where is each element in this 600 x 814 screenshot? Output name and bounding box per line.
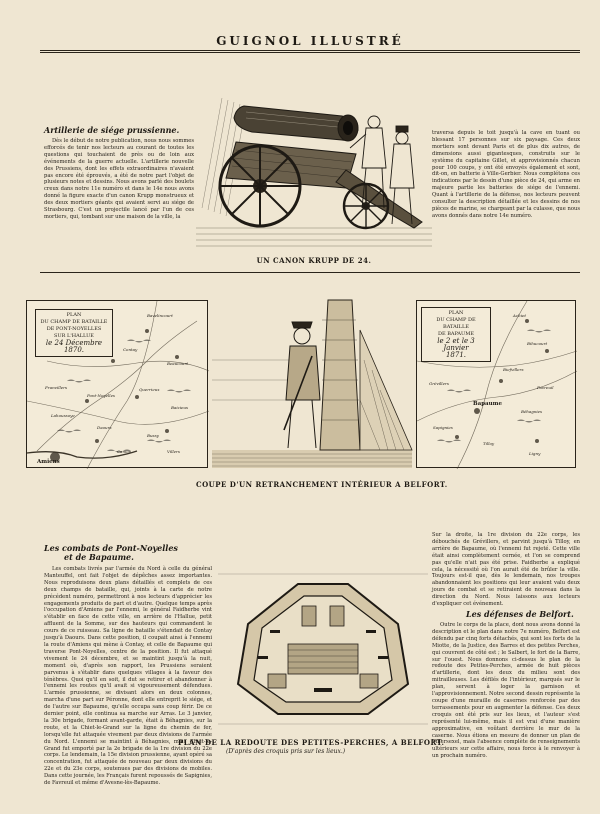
map-right-title-1: PLAN: [448, 310, 464, 316]
map-right-title-3: DE BAPAUME: [437, 331, 475, 337]
map-place: Franvillers: [45, 385, 68, 390]
retranchement-illustration: [212, 300, 412, 468]
masthead-rule-thin: [40, 52, 580, 53]
artillerie-text-right: traversa depuis le toit jusqu'à la cave en tuant ou blessant 17 personnes sur six paysage. Ces deux mortiers sont devant Paris et de plus dix autres, de dimensions aussi gigantesques, construits sur le système du capitaine Gillet, et approvisionnés chacun pour 100 coups, y ont été envoyés également et sont, dit-on, en batterie à Ville-Gerbier. Nous complétons ces indications par le dessin d'une pièce de 24, qui arme en majeure partie les batteries de siége de l'ennemi. Quant à l'artillerie de la défense, nos lecteurs peuvent consulter la description détaillée et les dessins de nos pièces de marine, se chargeant par la culasse, que nous avons donnés dans notre 14e numéro.: [432, 130, 580, 219]
map-place-amiens: Amiens: [37, 459, 60, 465]
artillerie-heading: Artillerie de siége prussienne.: [44, 125, 180, 135]
map-pont-noyelles-title: [35, 309, 113, 357]
map-place: Bihucourt: [527, 341, 548, 346]
map-place: Biefvillers: [503, 367, 524, 372]
map-place: Tilloy: [483, 441, 495, 446]
map-place: Contay: [123, 347, 138, 352]
map-place: Pont-Noyelles: [87, 393, 115, 398]
map-left-title-1: PLAN: [66, 312, 82, 318]
map-left-title-4: SUR L'HALLUE: [54, 333, 94, 339]
map-place: Villers: [167, 449, 180, 454]
combats-body-left: [44, 566, 212, 804]
map-place: Camon: [117, 449, 132, 454]
map-place: Béhagnies: [521, 409, 543, 414]
krupp-cannon-illustration: [196, 58, 432, 252]
map-place: Lahoussoye: [51, 413, 75, 418]
redoute-plan-illustration: [218, 564, 428, 734]
defenses-heading: Les défenses de Belfort.: [466, 609, 574, 619]
map-left-title-2: DU CHAMP DE BATAILLE: [40, 319, 108, 325]
combats-heading-line-2: et de Bapaume.: [64, 552, 134, 562]
map-place: Achiet: [513, 313, 526, 318]
artillerie-body-left: [44, 138, 194, 250]
map-right-date-2: 1871.: [445, 351, 467, 359]
map-bapaume: [416, 300, 576, 468]
map-left-date: le 24 Décembre 1870.: [45, 339, 103, 354]
combats-body-right: [432, 532, 580, 608]
map-place: Sapignies: [433, 425, 453, 430]
artillerie-body-right: [432, 130, 580, 248]
redoute-subcaption: (D'après des croquis pris sur les lieux.): [226, 748, 346, 755]
masthead-rule: [40, 50, 580, 51]
map-pont-noyelles: [26, 300, 208, 468]
map-place: Favreuil: [537, 385, 554, 390]
combats-text-right: Sur la droite, la 1re division du 22e corps, les débouchés de Grévillers, et parvint jusqu'à Tilloy, en arrière de Bapaume, où l'ennemi fut rejeté. Cette ville était ainsi complètement cernée, et l'on se comprend pas qu'elle n'ait pas été prise. Faidherbe a expliqué cela, la nécessité où l'on aurait été de brûler la ville. Toujours est-il que, dès le lendemain, nos troupes abandonnaient les positions qui leur avaient valu deux jours de combat et se retiraient de nouveau dans la direction du Nord. Nous laissons aux lecteurs d'expliquer cet événement.: [432, 532, 580, 608]
map-right-date-1: le 2 et le 3 Janvier: [437, 337, 475, 352]
combats-heading-line-1: Les combats de Pont-Noyelles: [44, 543, 178, 553]
combats-text: Les combats livrés par l'armée du Nord à celle du général Manteuffel, ont fait l'objet de dépêches assez importantes. Nous reproduisons deux plans détaillés et complets de ces deux champs de bataille, qui, joints à la carte de notre précédent numéro, permettront à nos lecteurs d'apprécier les engagements produits de part et d'autre. Quelque temps après l'occupation d'Amiens par l'ennemi, le général Faidherbe vint s'établir en face de cette ville, en arrière de l'Hallue, petit affluent de la Somme, sur des hauteurs qui commandent le cours de ce ruisseau. Sa ligne de bataille s'étendait de Contay jusqu'à Daours. Dans cette position, il coupait ainsi à l'ennemi la route d'Amiens qui mène à Contay, et celle de Bapaume qui traverse Pont-Noyelles, centre de la position. Il fut attaqué vivement le 24 décembre, et se maintint jusqu'à la nuit, moment où, d'après son rapport, les Prussiens seraient parvenus à s'établir dans quelques villages à la faveur des ténèbres. Quoi qu'il en soit, il dut se retirer et abandonner à l'ennemi les routes qu'il avait si vigoureusement défendues. L'armée prussienne, se divisant alors en deux colonnes, marcha d'une part sur Péronne, dont elle entreprit le siége, et de l'autre sur Bapaume, qu'elle occupa sans coup férir. De ce dernier point, elle continua sa marche sur Arras. Le 3 janvier, la 30e brigade, formant avant-garde, était à Béhagnies, sur la route, et la Chiet-le-Grand sur la ligne du chemin de fer, lorsqu'elle fut attaquée vivement par deux divisions de l'armée du Nord. L'ennemi se maintint à Béhagnies, mais Chiet-le-Grand fut emporté par la 2e brigade de la 1re division du 22e corps. Le lendemain, la 15e division prussienne, ayant opéré sa concentration, fut attaquée de nouveau par deux divisions du 22e et du 23e corps, soutenues par des divisions de mobiles. Dans cette journée, les Français furent repoussés de Sapignies, de Favreuil et même d'Avesne-lès-Bapaume.: [44, 566, 212, 787]
artillerie-text-left: Dès le début de notre publication, nous nous sommes efforcés de tenir nos lecteurs au courant de toutes les questions qui touchaient de près ou de loin aux événements de la guerre actuelle. L'artillerie nouvelle des Prussiens, dont les effets extraordinaires n'avaient pas encore été éprouvés, a été de notre part l'objet de plusieurs notes et dessins. Nous avons parlé des boulets creux dans notre 11e numéro et dans le 14e nous avons donné la figure exacte d'un canon Krupp monstrueux et des deux mortiers géants qui avaient servi au siége de Strasbourg. C'est un projectile lancé par l'un de ces mortiers, qui, tombant sur une maison de la ville, la: [44, 138, 194, 220]
map-place: Beaucourt: [167, 361, 189, 366]
defenses-text: Outre le corps de la place, dont nous avons donné la description et le plan dans notre 7e numéro, Belfort est défendu par cinq forts détachés, qui sont les forts de la Miotte, de la Justice, des Barres et des petites Perches, qui couvrent de côté est ; le Salbert, le fort de la Barre, sur l'ouest. Nous donnons ci-dessus le plan de la redoute des Petites-Perches, armée de huit pièces d'artillerie, dont les deux du milieu sont des mitrailleuses. Les défilés de l'intérieur, marqués sur le plan, servent à loger la garnison et l'approvisionnement. Notre second dessin représente la coupe d'une muraille de casernes renforcée par des terrassements pour en augmenter la défense. Ces deux croquis ont été pris sur les lieux, et l'auteur s'est représenté lui-même, mais il est vrai d'une manière approximative, en voûtant derrière le mur de la caserne. Nous étions en mesure de donner un plan de Villersexel, mais l'absence complète de renseignements ultérieurs sur cette affaire, nous force à le renvoyer à un prochain numéro.: [432, 622, 580, 760]
map-place: Daours: [97, 425, 112, 430]
retranchement-caption: COUPE D'UN RETRANCHEMENT INTÉRIEUR A BELFORT.: [196, 480, 448, 489]
map-bapaume-title: [421, 307, 491, 362]
section-rule-1: [40, 272, 580, 273]
redoute-caption: PLAN DE LA REDOUTE DES PETITES-PERCHES, A BELFORT.: [178, 738, 445, 747]
map-place: Bavelincourt: [147, 313, 173, 318]
map-place: Bussy: [147, 433, 159, 438]
map-place-bapaume: Bapaume: [473, 401, 502, 407]
map-place: Grévillers: [429, 381, 449, 386]
masthead-title: GUIGNOL ILLUSTRÉ: [216, 34, 404, 48]
map-left-title-3: DE PONT-NOYELLES: [46, 326, 102, 332]
map-place: Baizieux: [171, 405, 189, 410]
map-right-title-2: DU CHAMP DE BATAILLE: [436, 317, 476, 330]
combats-heading: [44, 544, 204, 562]
map-place: Ligny: [529, 451, 541, 456]
map-place: Querrieux: [139, 387, 160, 392]
krupp-cannon-caption: UN CANON KRUPP DE 24.: [256, 256, 372, 265]
defenses-body: [432, 622, 580, 804]
